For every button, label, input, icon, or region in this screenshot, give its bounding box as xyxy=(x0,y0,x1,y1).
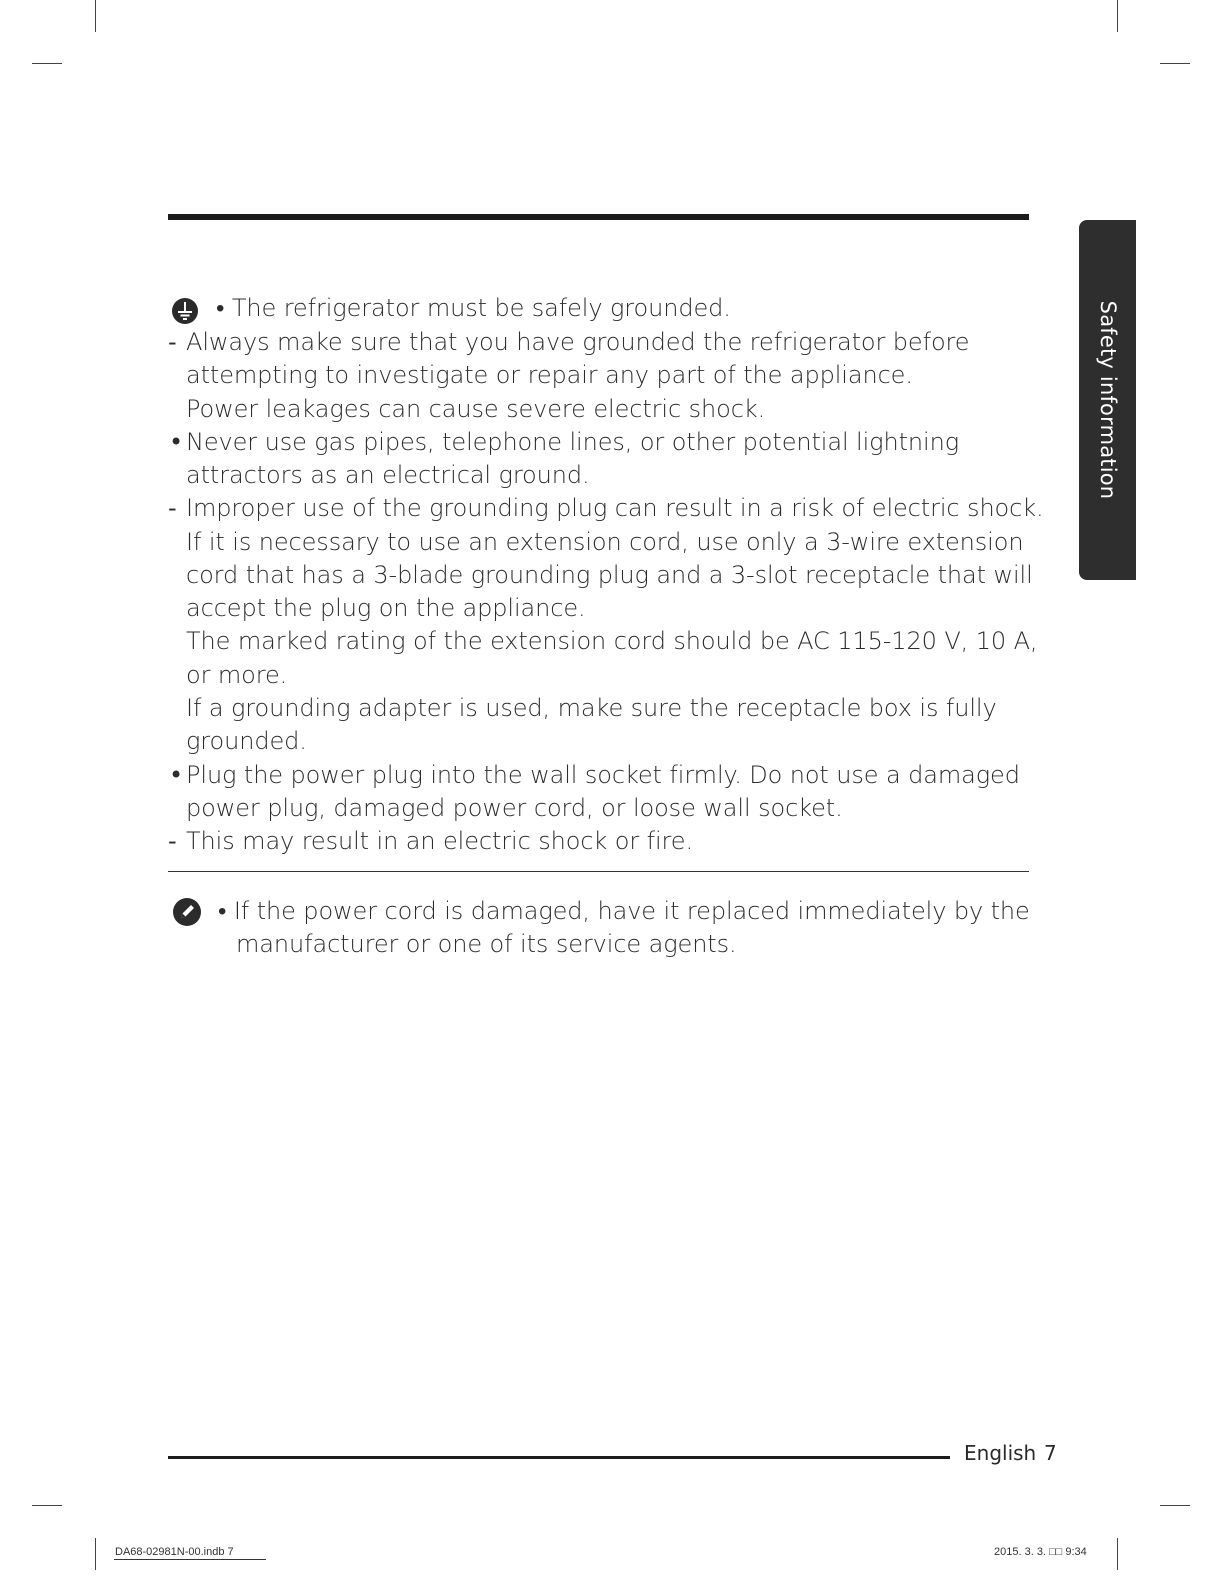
crop-mark xyxy=(1160,1505,1190,1506)
bullet-marker: • xyxy=(169,428,184,456)
text-line: power plug, damaged power cord, or loose wall socket. xyxy=(186,794,843,822)
section-divider xyxy=(168,871,1029,872)
ground-icon xyxy=(171,297,199,325)
crop-mark xyxy=(95,1538,96,1570)
print-slug-timestamp: 2015. 3. 3. □□ 9:34 xyxy=(994,1546,1087,1558)
text-line: • If the power cord is damaged, have it replaced immediately by the xyxy=(218,897,1030,925)
text-line: Power leakages can cause severe electric shock. xyxy=(186,395,766,423)
print-slug-file: DA68-02981N-00.indb 7 xyxy=(115,1546,234,1558)
text-line: This may result in an electric shock or fire. xyxy=(186,827,693,855)
text-line: Plug the power plug into the wall socket firmly. Do not use a damaged xyxy=(186,761,1020,789)
footer-language: English xyxy=(964,1441,1037,1465)
page-number: 7 xyxy=(1044,1441,1057,1465)
text-line: Always make sure that you have grounded the refrigerator before xyxy=(186,328,970,356)
header-rule xyxy=(168,214,1029,220)
crop-mark xyxy=(32,1505,62,1506)
text-line: Never use gas pipes, telephone lines, or other potential lightning xyxy=(186,428,960,456)
crop-mark xyxy=(1117,1538,1118,1570)
crop-mark xyxy=(32,63,62,64)
text-line: attempting to investigate or repair any part of the appliance. xyxy=(186,361,913,389)
crop-mark xyxy=(95,0,96,32)
section-side-tab xyxy=(1079,220,1136,580)
text-line: attractors as an electrical ground. xyxy=(186,461,590,489)
pencil-icon xyxy=(172,897,202,927)
bullet-marker: • xyxy=(169,761,184,789)
crop-mark xyxy=(1160,63,1190,64)
text-line: If a grounding adapter is used, make sure the receptacle box is fully xyxy=(186,694,997,722)
dash-marker: - xyxy=(168,827,177,855)
text-line: The marked rating of the extension cord should be AC 115-120 V, 10 A, xyxy=(186,627,1038,655)
text-line: grounded. xyxy=(186,727,307,755)
text-line: Improper use of the grounding plug can result in a risk of electric shock. xyxy=(186,494,1044,522)
dash-marker: - xyxy=(168,494,177,522)
crop-mark xyxy=(1117,0,1118,32)
text-line: accept the plug on the appliance. xyxy=(186,594,586,622)
warning-heading: • The refrigerator must be safely grounded. xyxy=(216,294,731,322)
text-line: If it is necessary to use an extension cord, use only a 3-wire extension xyxy=(186,528,1024,556)
slug-underline xyxy=(114,1559,266,1560)
footer-rule xyxy=(168,1456,950,1459)
dash-marker: - xyxy=(168,328,177,356)
text-line: cord that has a 3-blade grounding plug and a 3-slot receptacle that will xyxy=(186,561,1033,589)
text-line: or more. xyxy=(186,661,288,689)
side-tab-label: Safety information xyxy=(1095,300,1120,500)
text-line: manufacturer or one of its service agents. xyxy=(236,930,737,958)
